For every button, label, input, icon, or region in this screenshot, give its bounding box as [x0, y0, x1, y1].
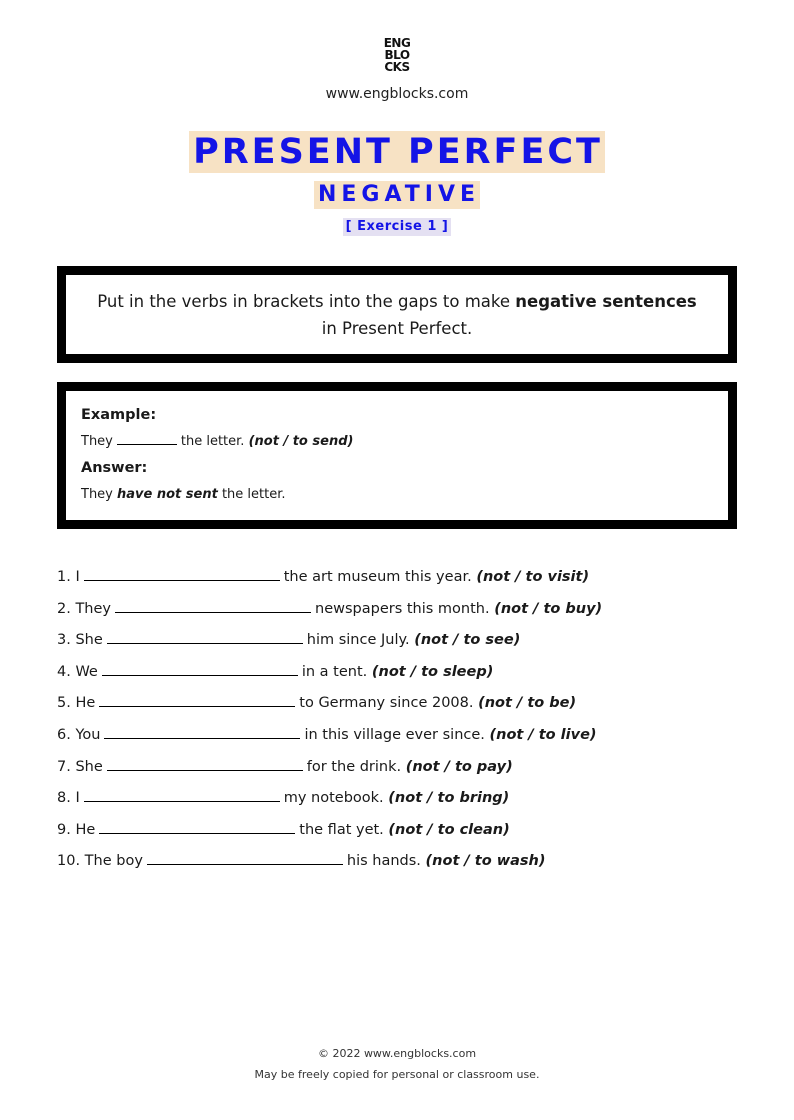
page-subtitle: NEGATIVE: [314, 181, 480, 209]
footer: [0, 1043, 794, 1085]
item-hint: (not / to visit): [476, 569, 590, 585]
item-start: 5. He: [57, 695, 96, 712]
item-start: 10. The boy: [57, 853, 143, 870]
item-end: the flat yet.: [299, 821, 384, 838]
exercise-item: [57, 850, 757, 882]
item-hint: (not / to pay): [405, 758, 513, 775]
answer-blank[interactable]: [84, 567, 280, 581]
item-end: in a tent.: [301, 663, 368, 680]
instructions-text: [87, 288, 707, 342]
item-hint: (not / to be): [478, 695, 577, 712]
answer-sentence: [81, 485, 728, 505]
answer-blank[interactable]: [84, 788, 280, 802]
item-start: 3. She: [57, 632, 103, 649]
item-start: 1. I: [57, 569, 80, 585]
item-hint: (not / to buy): [494, 600, 603, 617]
item-hint: (not / to wash): [425, 853, 546, 870]
footer-copyright: © 2022 www.engblocks.com: [317, 1047, 477, 1060]
answer-rest: the letter.: [221, 487, 286, 502]
logo-line-1: ENG: [383, 36, 411, 50]
exercise-item: [57, 629, 757, 661]
instructions-bold: negative sentences: [515, 291, 697, 311]
logo-line-2: BLO: [384, 48, 410, 62]
item-start: 8. I: [57, 790, 80, 807]
item-hint: (not / to sleep): [371, 663, 494, 680]
exercise-item: [57, 661, 757, 693]
item-end: the art museum this year.: [283, 569, 472, 585]
instructions-part1: Put in the verbs in brackets into the gaps to make: [97, 291, 516, 311]
example-hint: (not / to send): [248, 434, 354, 449]
exercise-item: [57, 692, 757, 724]
answer-bold: have not sent: [117, 487, 218, 502]
example-blank: [117, 433, 177, 445]
exercise-item: [57, 598, 757, 630]
item-hint: (not / to clean): [388, 821, 510, 838]
answer-blank[interactable]: [107, 757, 303, 771]
item-start: 4. We: [57, 663, 98, 680]
logo-line-3: CKS: [384, 60, 410, 74]
exercise-list: [57, 566, 757, 882]
answer-blank[interactable]: [104, 725, 300, 739]
item-start: 6. You: [57, 726, 101, 743]
instructions-part2: in Present Perfect.: [321, 318, 473, 338]
page-title: PRESENT PERFECT: [189, 131, 605, 173]
item-hint: (not / to see): [414, 632, 521, 649]
answer-blank[interactable]: [115, 599, 311, 613]
exercise-label: [ Exercise 1 ]: [343, 218, 452, 236]
answer-blank[interactable]: [102, 662, 298, 676]
item-hint: (not / to bring): [388, 790, 510, 807]
example-subject: They: [81, 434, 113, 449]
example-box: [57, 382, 737, 529]
answer-blank[interactable]: [99, 820, 295, 834]
example-rest: the letter.: [180, 434, 245, 449]
exercise-item: [57, 756, 757, 788]
item-start: 9. He: [57, 821, 96, 838]
example-heading: Example:: [81, 407, 157, 423]
item-end: for the drink.: [306, 758, 402, 775]
item-end: in this village ever since.: [304, 726, 485, 743]
site-url[interactable]: www.engblocks.com: [325, 86, 469, 102]
item-end: my notebook.: [283, 790, 384, 807]
exercise-item: [57, 787, 757, 819]
answer-blank[interactable]: [99, 693, 295, 707]
item-hint: (not / to live): [489, 726, 597, 743]
item-end: to Germany since 2008.: [299, 695, 474, 712]
answer-blank[interactable]: [107, 630, 303, 644]
item-end: his hands.: [346, 853, 421, 870]
item-start: 7. She: [57, 758, 103, 775]
item-end: newspapers this month.: [315, 600, 490, 617]
exercise-item: [57, 566, 757, 598]
engblocks-logo: [0, 37, 794, 73]
answer-subject: They: [81, 487, 113, 502]
exercise-item: [57, 724, 757, 756]
item-start: 2. They: [57, 600, 111, 617]
item-end: him since July.: [306, 632, 410, 649]
footer-note: May be freely copied for personal or classroom use.: [254, 1068, 540, 1081]
answer-blank[interactable]: [147, 851, 343, 865]
answer-heading: Answer:: [81, 460, 148, 476]
exercise-item: [57, 819, 757, 851]
instructions-box: [57, 266, 737, 363]
example-sentence: [81, 432, 728, 452]
